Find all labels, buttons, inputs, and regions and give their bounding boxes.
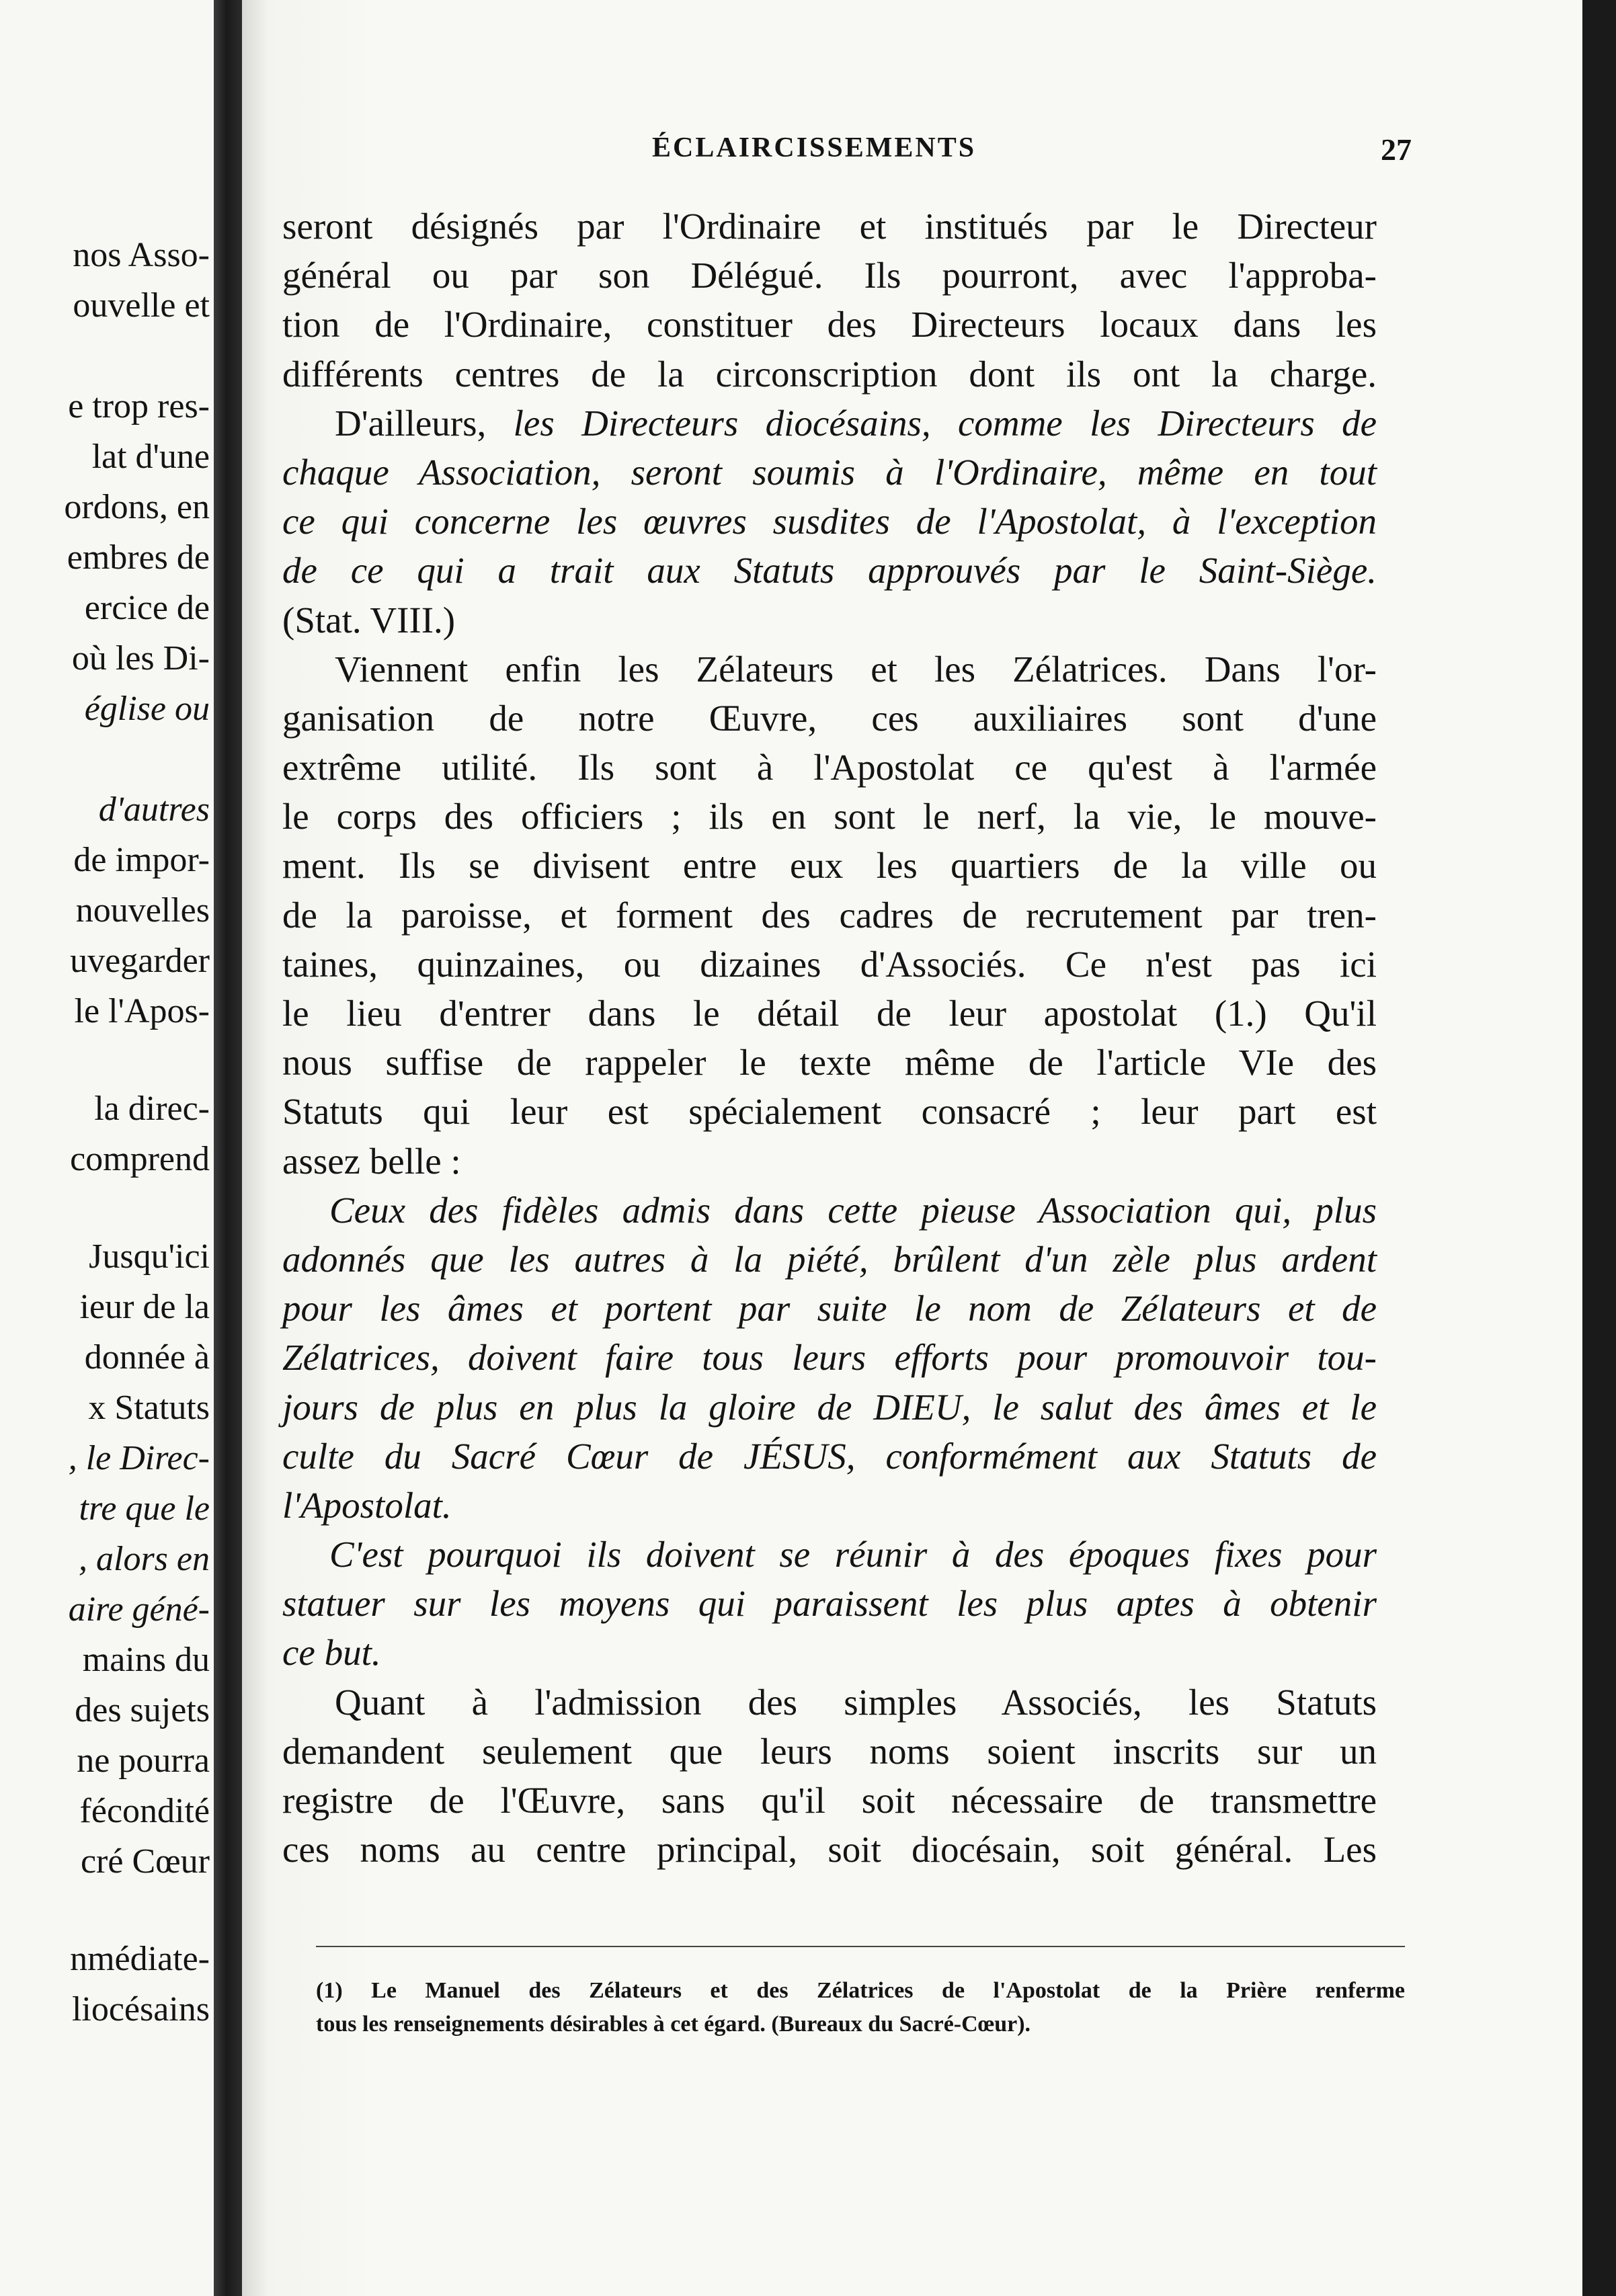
text-line: seront désignés par l'Ordinaire et institués par le Directeur [282, 206, 1377, 247]
facing-page-line: des sujets [75, 1691, 210, 1729]
text-line: tion de l'Ordinaire, constituer des Directeurs locaux dans les [282, 304, 1377, 345]
quote-line: pour les âmes et portent par suite le nom de Zélateurs et de [282, 1288, 1377, 1329]
text-line: taines, quinzaines, ou dizaines d'Associés. Ce n'est pas ici [282, 943, 1377, 985]
page-edge [1582, 0, 1616, 2296]
facing-page-line: mains du [82, 1641, 210, 1679]
quote-line: Ceux des fidèles admis dans cette pieuse Association qui, plus [329, 1189, 1377, 1231]
facing-page-line: de impor- [73, 841, 210, 879]
text-line: registre de l'Œuvre, sans qu'il soit nécessaire de transmettre [282, 1780, 1377, 1821]
book-gutter [214, 0, 242, 2296]
facing-page-line: , le Direc- [68, 1439, 210, 1477]
facing-page-line: , alors en [79, 1540, 210, 1578]
text-line: ce qui concerne les œuvres susdites de l'Apostolat, à l'exception [282, 501, 1377, 542]
facing-page-line: église ou [84, 690, 210, 728]
facing-page-line: tre que le [79, 1489, 210, 1528]
quote-line: C'est pourquoi ils doivent se réunir à des époques fixes pour [329, 1534, 1377, 1575]
text-line: général ou par son Délégué. Ils pourront, avec l'approba- [282, 255, 1377, 296]
text-line: de la paroisse, et forment des cadres de recrutement par tren- [282, 894, 1377, 936]
body-text [282, 202, 1377, 1874]
facing-page-line: liocésains [71, 1990, 210, 2028]
facing-page-line: d'autres [98, 790, 210, 829]
facing-page-line: uvegarder [70, 942, 210, 980]
facing-page-line: le l'Apos- [74, 992, 210, 1030]
facing-page-line: ieur de la [79, 1288, 210, 1326]
running-title: ÉCLAIRCISSEMENTS [652, 132, 977, 163]
page-number: 27 [1381, 132, 1412, 167]
facing-page-line: aire géné- [68, 1590, 210, 1629]
text-line: Statuts qui leur est spécialement consacré ; leur part est [282, 1091, 1377, 1133]
text-line: extrême utilité. Ils sont à l'Apostolat ce qu'est à l'armée [282, 747, 1377, 788]
text-line: de ce qui a trait aux Statuts approuvés par le Saint-Siège. [282, 550, 1377, 591]
facing-page-line: ouvelle et [73, 286, 210, 325]
facing-page-line: la direc- [94, 1090, 210, 1128]
facing-page-line: nouvelles [75, 891, 210, 930]
facing-page-line: nmédiate- [70, 1940, 210, 1978]
text-line: ganisation de notre Œuvre, ces auxiliaires sont d'une [282, 697, 1377, 739]
text-line: demandent seulement que leurs noms soient inscrits sur un [282, 1730, 1377, 1772]
quote-line: statuer sur les moyens qui paraissent les plus aptes à obtenir [282, 1583, 1377, 1625]
quote-line: l'Apostolat. [282, 1484, 452, 1526]
facing-page-line: Jusqu'ici [89, 1237, 210, 1276]
facing-page-line: embres de [67, 538, 210, 577]
quote-line: culte du Sacré Cœur de JÉSUS, conformément aux Statuts de [282, 1435, 1377, 1477]
facing-page-line: donnée à [84, 1338, 210, 1377]
text-line: différents centres de la circonscription dont ils ont la charge. [282, 353, 1377, 395]
text-line: nous suffise de rappeler le texte même de l'article VIe des [282, 1042, 1377, 1083]
facing-page-line: où les Di- [71, 639, 210, 678]
text-line: (Stat. VIII.) [282, 599, 456, 641]
footnote [316, 1946, 1405, 2041]
quote-line: jours de plus en plus la gloire de DIEU, le salut des âmes et le [282, 1386, 1377, 1428]
text-line: Quant à l'admission des simples Associés, les Statuts [335, 1681, 1377, 1723]
facing-page-line: e trop res- [68, 387, 210, 425]
quote-line: Zélatrices, doivent faire tous leurs efforts pour promouvoir tou- [282, 1337, 1377, 1379]
facing-page-line: ordons, en [64, 488, 210, 526]
facing-page-line: ercice de [84, 589, 210, 627]
text-line [282, 399, 1377, 448]
facing-page-line: ne pourra [77, 1741, 210, 1780]
text-line: ment. Ils se divisent entre eux les quartiers de la ville ou [282, 845, 1377, 887]
text-line: assez belle : [282, 1140, 461, 1182]
quote-line: adonnés que les autres à la piété, brûlent d'un zèle plus ardent [282, 1238, 1377, 1280]
footnote-line: (1) Le Manuel des Zélateurs et des Zélatrices de l'Apostolat de la Prière renferme [316, 1978, 1405, 2003]
text-line: le lieu d'entrer dans le détail de leur apostolat (1.) Qu'il [282, 993, 1377, 1034]
facing-page [0, 0, 214, 2296]
facing-page-line: fécondité [79, 1792, 210, 1830]
text-line: le corps des officiers ; ils en sont le nerf, la vie, le mouve- [282, 796, 1377, 837]
facing-page-line: nos Asso- [73, 236, 210, 274]
facing-page-line: cré Cœur [80, 1842, 210, 1881]
facing-page-line: comprend [70, 1140, 210, 1178]
text-line: chaque Association, seront soumis à l'Ordinaire, même en tout [282, 451, 1377, 493]
text-line: Viennent enfin les Zélateurs et les Zélatrices. Dans l'or- [335, 648, 1377, 690]
text-line: ces noms au centre principal, soit diocésain, soit général. Les [282, 1829, 1377, 1871]
facing-page-line: lat d'une [91, 438, 210, 476]
quote-line: ce but. [282, 1632, 381, 1674]
text-italic: les Directeurs diocésains, comme les Directeurs de [513, 402, 1377, 444]
running-header [417, 132, 1412, 179]
facing-page-line: x Statuts [88, 1389, 210, 1427]
text-roman: D'ailleurs, [335, 402, 514, 444]
footnote-line: tous les renseignements désirables à cet égard. (Bureaux du Sacré-Cœur). [316, 2012, 1031, 2037]
